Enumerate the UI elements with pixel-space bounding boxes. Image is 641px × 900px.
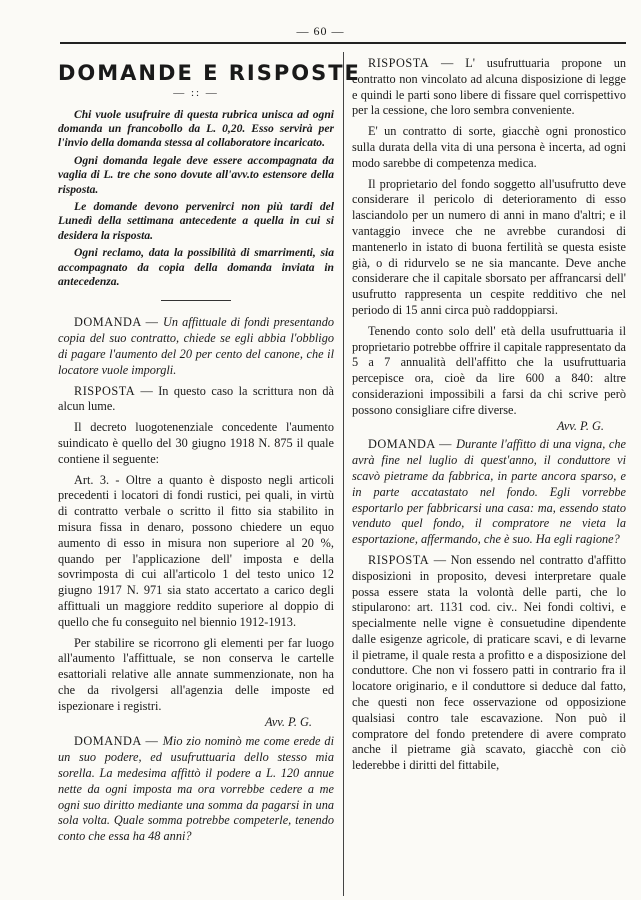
instruction-paragraph: Chi vuole usufruire di questa rubrica unisca ad ogni domanda un francobollo da L. 0,20. Esso servirà per l'invio della domanda stessa al collaboratore incaricato. <box>58 107 334 150</box>
label-dash: — <box>135 383 159 398</box>
question-3-text: Durante l'affitto di una vigna, che avrà fine nel luglio di quest'anno, il conduttore vi scavò pietrame da fabbrica, in parte ancora sparso, e in parte accatastato nel fondo. Egli vorrebbe esportarlo per fabbricarsi una casa: ma, essendo stato venduto quel fondo, il compratore ne vieta la esportazione, affermando, che è suo. Ha egli ragione? <box>352 437 626 547</box>
answer-2-text: L' usufruttuaria propone un contratto non vincolato ad alcuna disposizione di legge e quindi le parti sono libere di fissare quel corrispettivo per la cessione, che loro sembra conveniente. <box>352 56 626 118</box>
answer-1-paragraph: Per stabilire se ricorrono gli elementi per far luogo all'aumento l'affittuale, se non conserva le cartelle esattoriali relative alle annate summenzionate, non ha che da rivolgersi all'agenzia delle imposte ed ispezionare i registri. <box>58 635 334 713</box>
answer-2-paragraph: E' un contratto di sorte, giacchè ogni pronostico sulla durata della vita di una persona è incerta, ad ogni modo sarebbe di competenza medica. <box>352 124 626 170</box>
left-column <box>58 56 361 850</box>
answer-1-text: In questo caso la scrittura non dà alcun lume. <box>58 383 334 414</box>
column-divider <box>343 52 344 896</box>
answer-1-first <box>58 384 334 416</box>
question-1 <box>58 315 334 378</box>
question-2-text: Mio zio nominò me come erede di un suo podere, ed usufruttuaria dello stesso mia sorella. La medesima affittò il podere a L. 120 annue nette da ogni imposta ma ora vorrebbe cedere a me ogni suo diritto mediante una somma da pagarsi in una sola volta. Quale somma potrebbe competerle, tenendo conto che essa ha 48 anni? <box>58 734 334 844</box>
page-number: — 60 — <box>296 24 345 38</box>
domanda-label: DOMANDA <box>368 437 436 452</box>
answer-2-paragraph: Il proprietario del fondo soggetto all'usufrutto deve considerare il pericolo di deterioramento di esso lasciandolo per un numero di anni in mano d'altri; e il vantaggio invece che ne avrebbe curandosi di mantenerlo in istato di buona fertilità se questa esiste già, o di ridurvelo se ne sia mancante. Deve anche considerare che il capitale sborsato per affrancarsi dell' usufrutto rappresenta un cespite redditivo che nel periodo di 15 anni circa può raddoppiarsi. <box>352 176 626 317</box>
rubric-instructions <box>58 108 334 290</box>
answer-1-article: Art. 3. - Oltre a quanto è disposto negli articoli precedenti i locatori di fondi rustici, pei quali, in virtù di contratto verbale o scritto il fitto sia stabilito in misura fissa in denaro, possono chiedere un equo aumento di esso in misura non superiore al 20 %, quando per l'applicazione dell' imposta e della sovrimposta di cui all'articolo 1 del testo unico 12 giugno 1917 N. 971 sia stato accertato a carico degli affittuali un maggiore reddito superiore al doppio di quello che fu conseguito nel biennio 1912-1913. <box>58 472 334 629</box>
label-dash: — <box>141 734 163 749</box>
question-3 <box>352 437 626 548</box>
label-dash: — <box>435 437 457 452</box>
answer-1-paragraph: Il decreto luogotenenziale concedente l'aumento suindicato è quello del 30 giugno 1918 N. 875 il quale contiene il seguente: <box>58 420 334 466</box>
answer-2-paragraph: Tenendo conto solo dell' età della usufruttuaria il proprietario potrebbe offrire il capitale rappresentato da 5 a 7 annualità dell'affitto che la usufruttuaria percepisce ora, cioè da lire 600 a 840: altre considerazioni impossibili a farsi da chi scrive però possono consigliare cifre diverse. <box>352 323 626 417</box>
risposta-label: RISPOSTA <box>368 56 430 70</box>
domanda-label: DOMANDA <box>74 315 142 330</box>
question-1-text: Un affittuale di fondi presentando copia del suo contratto, chiede se egli abbia l'obbligo di pagare l'aumento del 20 per cento del canone, che il locatore vuole imporgli. <box>58 315 334 377</box>
question-2 <box>58 734 334 845</box>
label-dash: — <box>141 315 164 330</box>
risposta-label: RISPOSTA <box>74 383 136 398</box>
instruction-paragraph: Le domande devono pervenirci non più tardi del Lunedì della settimana antecedente a quella in cui si desidera la risposta. <box>58 200 334 242</box>
domanda-label: DOMANDA <box>74 734 142 749</box>
right-column <box>352 56 626 779</box>
header-rule <box>60 42 626 44</box>
answer-3-text: Non essendo nel contratto d'affitto disposizioni in proposito, devesi interpretare quale possa essere stata la volontà delle parti, che lo stipularono: art. 1131 cod. civ.. Nei fondi coltivi, e specialmente nelle vigne è consuetudine dipendente dalle esigenze agricole, di praticare scavi, e di levarne il pietrame, il quale resta a profitto e a disposizione del conduttore. Che non vi fossero patti in contrario fra il locatore originario, e il conduttore si deduce dal fatto, che questi non fece osservazione od opposizione qualsiasi contro tale escavazione. Non può il compratore del fondo pretendere di avere comprato anche il pietrame già scavato, giacchè con ciò lederebbe i diritti del fittabile, <box>352 552 626 773</box>
answer-3-first <box>352 553 626 774</box>
risposta-label: RISPOSTA <box>368 552 430 567</box>
section-title: DOMANDE E RISPOSTE <box>58 61 361 85</box>
instruction-paragraph: Ogni reclamo, data la possibilità di smarrimenti, sia accompagnato da copia della domanda inviata in antecedenza. <box>58 246 334 289</box>
section-separator <box>161 300 231 301</box>
signature: Avv. P. G. <box>556 418 604 433</box>
signature: Avv. P. G. <box>264 714 312 729</box>
label-dash: — <box>429 552 451 567</box>
label-dash: — <box>429 56 466 70</box>
answer-2-first <box>352 56 626 119</box>
title-ornament: — :: — <box>173 86 219 99</box>
instruction-paragraph: Ogni domanda legale deve essere accompagnata da vaglia di L. tre che sono dovute all'avv.to estensore della risposta. <box>58 153 334 196</box>
